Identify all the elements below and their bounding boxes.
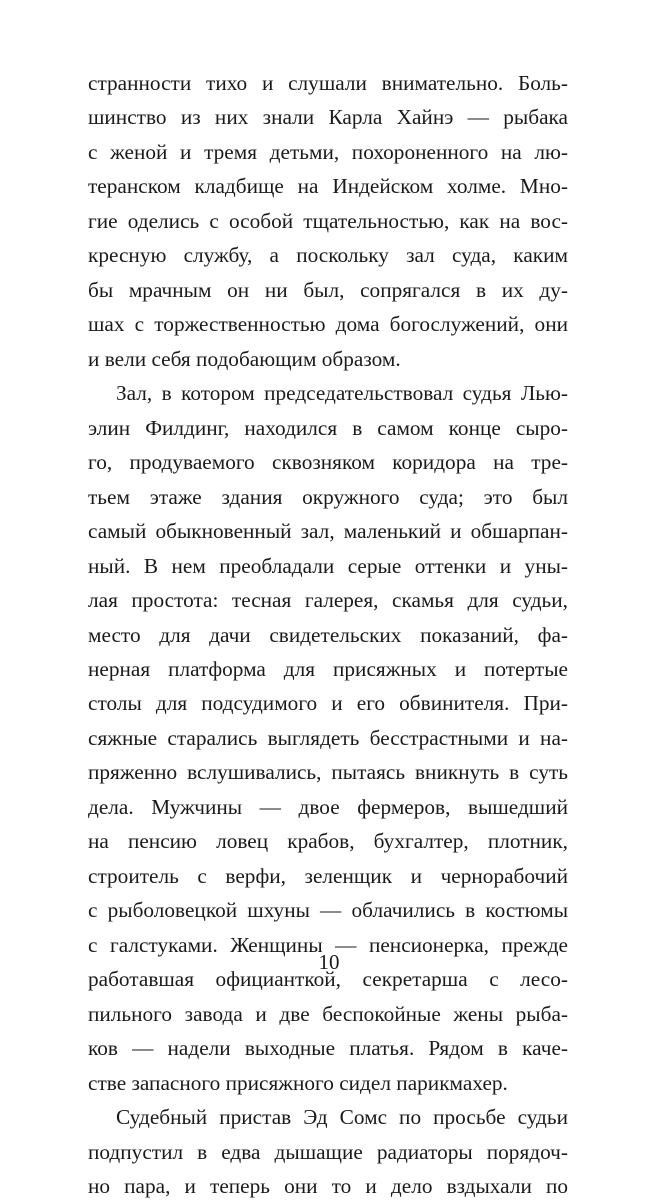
text-line: сяжные старались выглядеть бесстрастными и на- — [88, 725, 568, 750]
text-line: бы мрачным он ни был, сопрягался в их ду- — [88, 277, 568, 302]
text-line: самый обыкновенный зал, маленький и обшарпан- — [88, 519, 568, 544]
text-line: гие оделись с особой тщательностью, как на вос- — [88, 208, 568, 233]
text-line: подпустил в едва дышащие радиаторы порядоч- — [88, 1139, 568, 1164]
body-text — [88, 66, 568, 1203]
text-line: нерная платформа для присяжных и потертые — [88, 656, 568, 681]
text-line: место для дачи свидетельских показаний, фа- — [88, 622, 568, 647]
text-line: но пара, и теперь они то и дело вздыхали по — [88, 1174, 568, 1198]
text-line: стве запасного присяжного сидел парикмахер. — [88, 1070, 508, 1095]
text-line: шинство из них знали Карла Хайнэ — рыбака — [88, 105, 568, 130]
text-line: теранском кладбище на Индейском холме. Мно- — [88, 174, 568, 199]
text-line: лая простота: тесная галерея, скамья для судьи, — [88, 588, 568, 613]
text-line: шах с торжественностью дома богослужений, они — [88, 312, 568, 337]
text-line: с рыболовецкой шхуны — облачились в костюмы — [88, 898, 568, 923]
text-line: элин Филдинг, находился в самом конце сыро- — [88, 415, 568, 440]
text-line: с женой и тремя детьми, похороненного на лю- — [88, 139, 568, 164]
text-line: столы для подсудимого и его обвинителя. При- — [88, 691, 568, 716]
text-line: дела. Мужчины — двое фермеров, вышедший — [88, 794, 568, 819]
text-line: строитель с верфи, зеленщик и чернорабочий — [88, 863, 568, 888]
text-line: пряженно вслушивались, пытаясь вникнуть в суть — [88, 760, 568, 785]
text-line: работавшая официанткой, секретарша с лесо- — [88, 967, 568, 992]
text-line: с галстуками. Женщины — пенсионерка, прежде — [88, 932, 568, 957]
text-line: пильного завода и две беспокойные жены рыба- — [88, 1001, 568, 1026]
text-line: кресную службу, а поскольку зал суда, каким — [88, 243, 568, 268]
text-line: на пенсию ловец крабов, бухгалтер, плотник, — [88, 829, 568, 854]
page-number: 10 — [318, 950, 340, 974]
text-line: ков — надели выходные платья. Рядом в каче- — [88, 1036, 568, 1061]
text-line: странности тихо и слушали внимательно. Боль- — [88, 71, 568, 95]
text-line: тьем этаже здания окружного суда; это был — [88, 484, 568, 509]
text-line: Судебный пристав Эд Сомс по просьбе судьи — [116, 1105, 568, 1130]
text-line: Зал, в котором председательствовал судья Лью- — [116, 381, 568, 406]
text-line: ный. В нем преобладали серые оттенки и уны- — [88, 553, 568, 578]
text-line: и вели себя подобающим образом. — [88, 346, 401, 371]
text-line: го, продуваемого сквозняком коридора на тре- — [88, 450, 568, 475]
